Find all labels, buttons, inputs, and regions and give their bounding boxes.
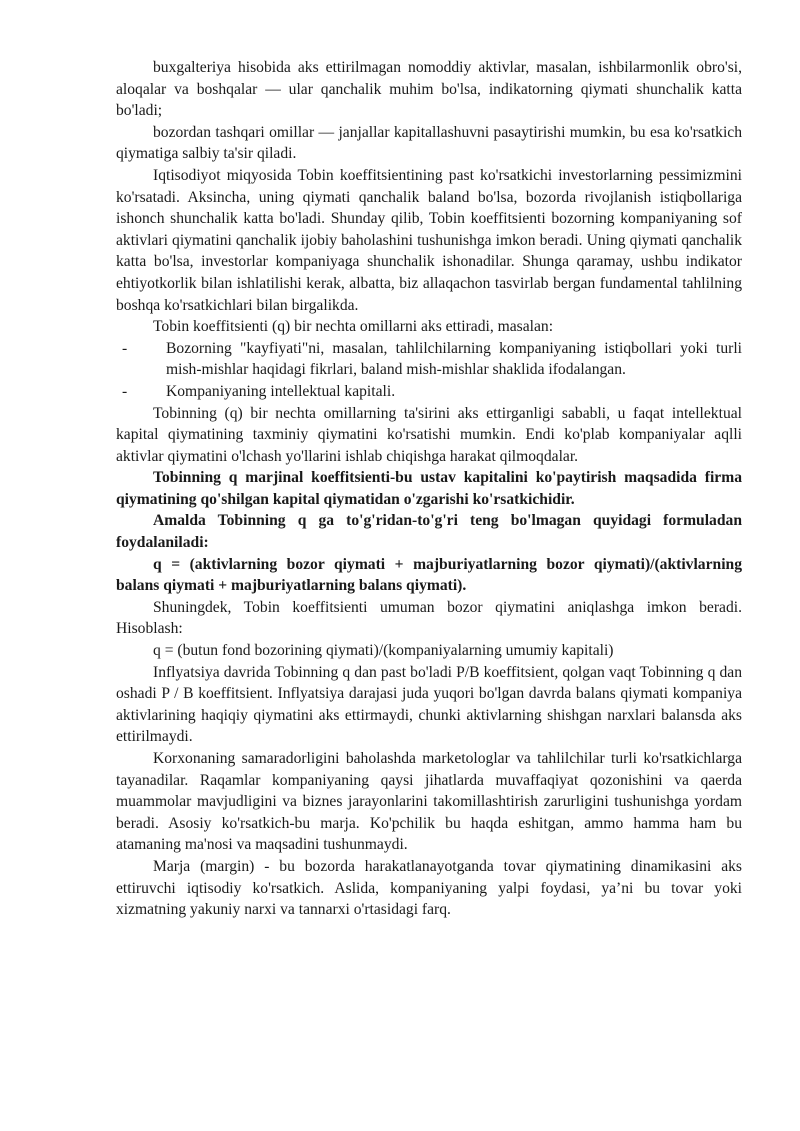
formula-q-market: q = (butun fond bozorining qiymati)/(kompaniyalarning umumiy kapitali) (153, 642, 614, 660)
document-page (116, 57, 742, 921)
list-item (116, 381, 742, 403)
formula-q-company: q = (aktivlarning bozor qiymati + majburiyatlarning bozor qiymati)/(aktivlarning balans qiymati + majburiyatlarning balans qiymati). (116, 555, 742, 595)
paragraph-intellectual-capital: Tobinning (q) bir nechta omillarning ta'sirini aks ettirganligi sababli, u faqat intellektual kapital qiymatining taxminiy qiymatini ko'rsatishi mumkin. Endi ko'plab kompaniyalar aqlli aktivlar qiymatini o'lchash yo'llarini ishlab chiqishga harakat qilmoqdalar. (116, 404, 742, 465)
list-dash: - (122, 339, 128, 357)
list-dash: - (122, 382, 128, 400)
list-item-text: Kompaniyaning intellektual kapitali. (166, 382, 396, 400)
paragraph-market-value: Shuningdek, Tobin koeffitsienti umuman bozor qiymatini aniqlashga imkon beradi. Hisoblash: (116, 598, 742, 638)
paragraph-tobin-economy: Iqtisodiyot miqyosida Tobin koeffitsientining past ko'rsatkichi investorlarning pessimizmini ko'rsatadi. Aksincha, uning qiymati qanchalik baland bo'lsa, bozorda rivojlanish istiqbollariga ishonch shunchalik katta bo'ladi. Shunday qilib, Tobin koeffitsienti bozorning kompaniyaning sof aktivlari qiymatini qanchalik ijobiy baholashini tushunishga imkon beradi. Uning qiymati qanchalik katta bo'lsa, investorlar kompaniyaga shunchalik ishonadilar. Shunga qaramay, ushbu indikator ehtiyotkorlik bilan ishlatilishi kerak, albatta, biz allaqachon tasvirlab bergan fundamental tahlilning boshqa ko'rsatkichlari bilan birgalikda. (116, 166, 742, 314)
paragraph-non-market-factors: bozordan tashqari omillar — janjallar kapitallashuvni pasaytirishi mumkin, bu esa ko'rsatkich qiymatiga salbiy ta'sir qiladi. (116, 123, 742, 163)
paragraph-inflation: Inflyatsiya davrida Tobinning q dan past bo'ladi P/B koeffitsient, qolgan vaqt Tobinning q dan oshadi P / B koeffitsient. Inflyatsiya darajasi juda yuqori bo'lgan davrda balans qiymati kompaniya aktivlarining haqiqiy qiymatini aks ettirmaydi, chunki aktivlarning shishgan narxlari balansda aks ettirilmaydi. (116, 663, 742, 746)
list-item (116, 338, 742, 381)
paragraph-efficiency: Korxonaning samaradorligini baholashda marketologlar va tahlilchilar turli ko'rsatkichlarga tayanadilar. Raqamlar kompaniyaning qaysi jihatlarda muvaffaqiyat qozonishini va qaerda muammolar mavjudligini va biznes jarayonlarini takomillashtirish zarurligini tushunishga yordam beradi. Asosiy ko'rsatkich-bu marja. Ko'pchilik bu haqda eshitgan, ammo hamma ham bu atamaning ma'nosi va maqsadini tushunmaydi. (116, 750, 742, 854)
list-item-text: Bozorning "kayfiyati"ni, masalan, tahlilchilarning kompaniyaning istiqbollari yoki turli mish-mishlar haqidagi fikrlari, baland mish-mishlar shaklida ifodalangan. (166, 339, 742, 379)
paragraph-tobin-factors: Tobin koeffitsienti (q) bir nechta omillarni aks ettiradi, masalan: (153, 318, 554, 336)
paragraph-margin-definition: Marja (margin) - bu bozorda harakatlanayotganda tovar qiymatining dinamikasini aks ettiruvchi iqtisodiy ko'rsatkich. Aslida, kompaniyaning yalpi foydasi, ya’ni bu tovar yoki xizmatning yakuniy narxi va tannarxi o'rtasidagi farq. (116, 857, 742, 919)
paragraph-formula-intro: Amalda Tobinning q ga to'g'ridan-to'g'ri teng bo'lmagan quyidagi formuladan foydalaniladi: (116, 512, 742, 552)
paragraph-marginal-q-definition: Tobinning q marjinal koeffitsienti-bu ustav kapitalini ko'paytirish maqsadida firma qiymatining qo'shilgan kapital qiymatidan o'zgarishi ko'rsatkichidir. (116, 469, 742, 508)
paragraph-intangible-assets: buxgalteriya hisobida aks ettirilmagan nomoddiy aktivlar, masalan, ishbilarmonlik obro'si, aloqalar va boshqalar — ular qanchalik muhim bo'lsa, indikatorning qiymati shunchalik katta bo'ladi; (116, 59, 742, 120)
